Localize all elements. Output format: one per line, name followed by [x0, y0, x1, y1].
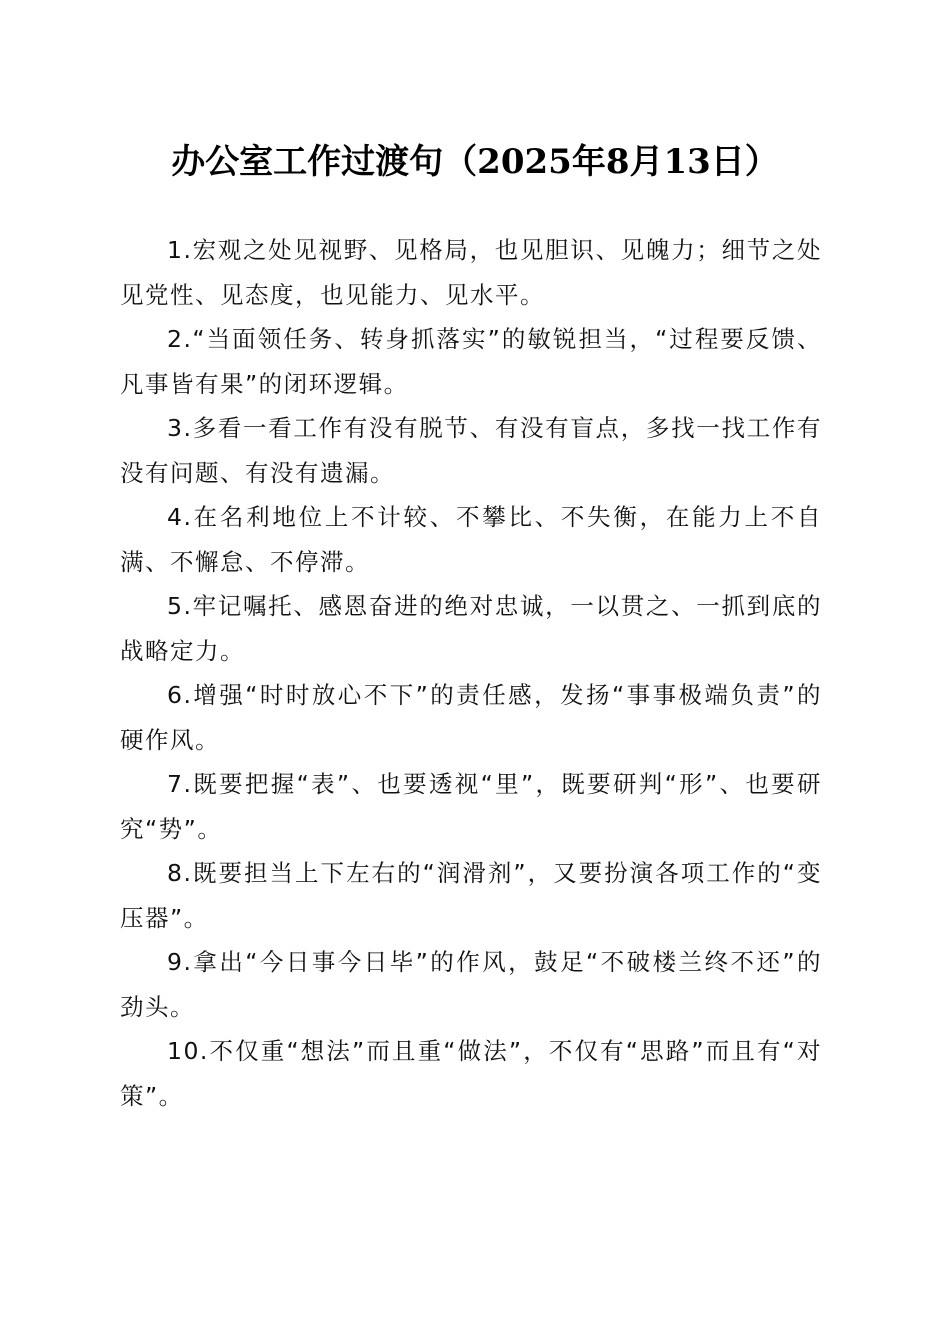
paragraph-7: 7.既要把握“表”、也要透视“里”，既要研判“形”、也要研究“势”。: [120, 770, 822, 843]
paragraph-6: 6.增强“时时放心不下”的责任感，发扬“事事极端负责”的硬作风。: [120, 681, 822, 754]
paragraph-9: 9.拿出“今日事今日毕”的作风，鼓足“不破楼兰终不还”的劲头。: [120, 948, 822, 1021]
paragraph-10: 10.不仅重“想法”而且重“做法”，不仅有“思路”而且有“对策”。: [120, 1037, 822, 1110]
paragraph-5: 5.牢记嘱托、感恩奋进的绝对忠诚，一以贯之、一抓到底的战略定力。: [120, 592, 822, 665]
document-body: [120, 228, 822, 1118]
paragraph-4: 4.在名利地位上不计较、不攀比、不失衡，在能力上不自满、不懈怠、不停滞。: [120, 503, 822, 576]
paragraph-2: 2.“当面领任务、转身抓落实”的敏锐担当，“过程要反馈、凡事皆有果”的闭环逻辑。: [120, 325, 822, 398]
paragraph-3: 3.多看一看工作有没有脱节、有没有盲点，多找一找工作有没有问题、有没有遗漏。: [120, 414, 822, 487]
document-title: 办公室工作过渡句（2025年8月13日）: [171, 142, 779, 182]
paragraph-1: 1.宏观之处见视野、见格局，也见胆识、见魄力；细节之处见党性、见态度，也见能力、见水平。: [120, 236, 822, 309]
paragraph-8: 8.既要担当上下左右的“润滑剂”，又要扮演各项工作的“变压器”。: [120, 859, 822, 932]
